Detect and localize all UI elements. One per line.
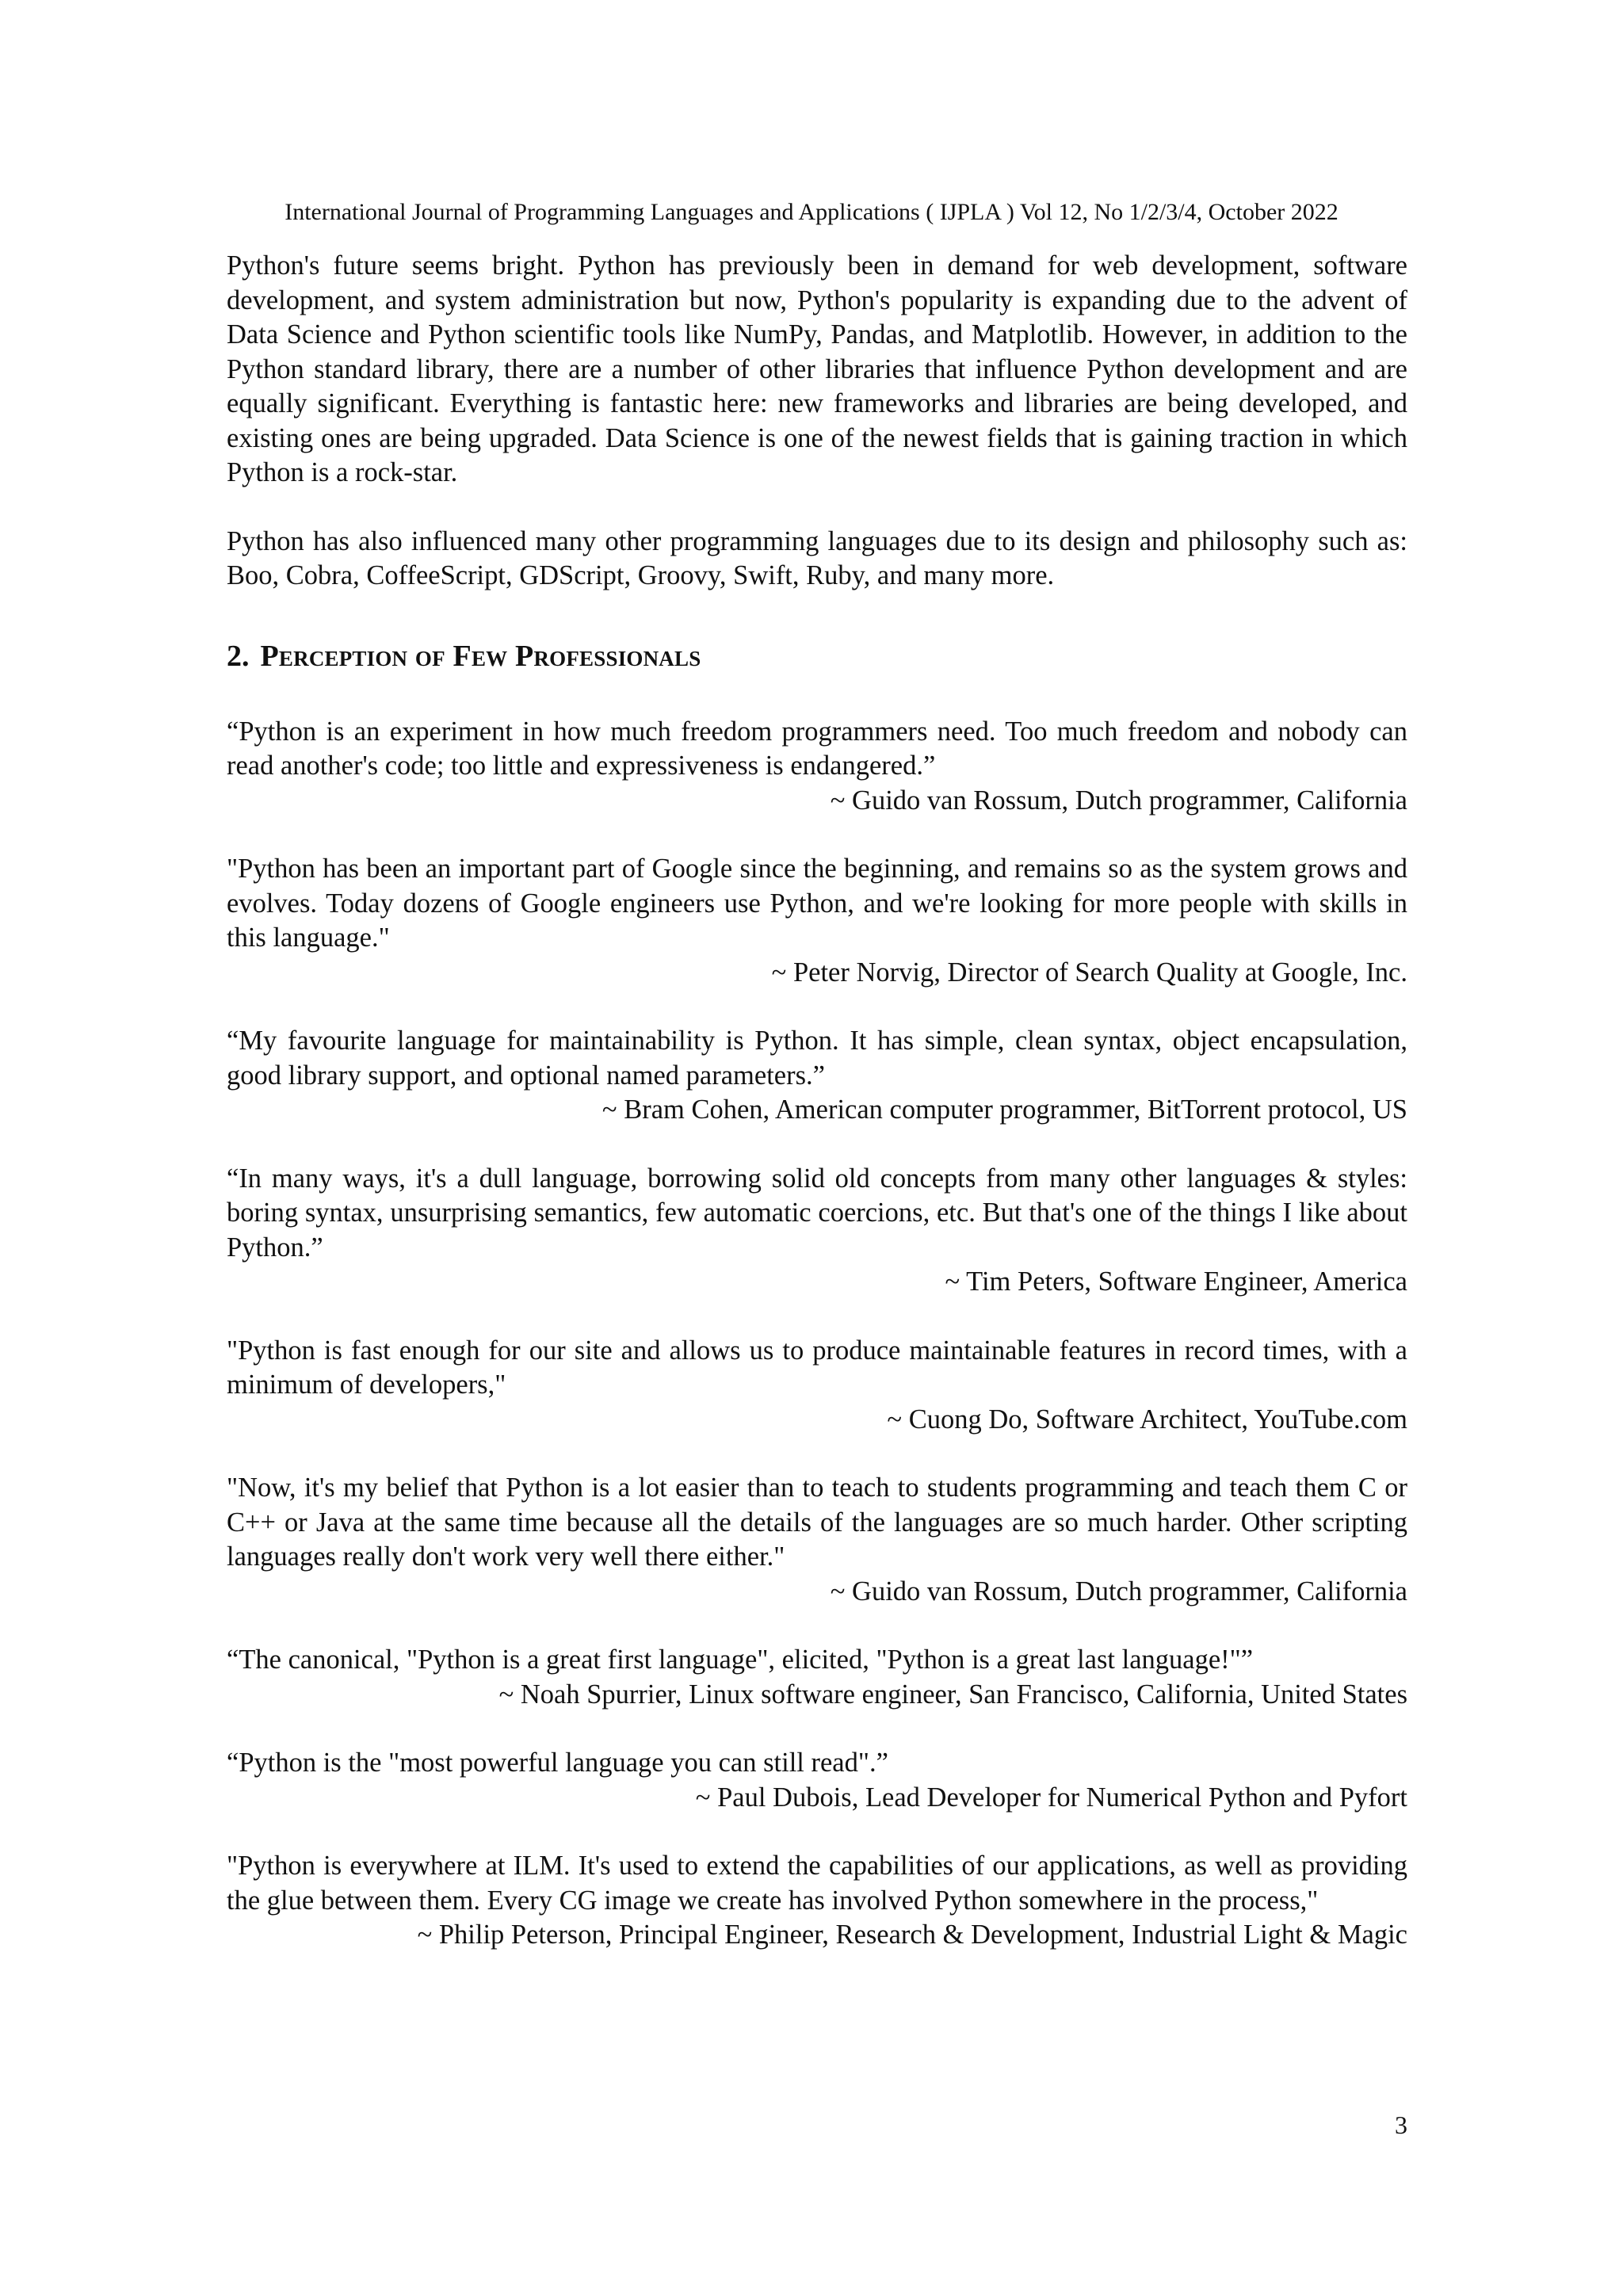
quote-attribution: ~ Noah Spurrier, Linux software engineer, San Francisco, California, United States [498,1679,1407,1710]
quote-block [227,715,1407,819]
quote-block [227,1746,1407,1815]
intro-paragraph: Python has also influenced many other programming languages due to its design and philosophy such as: Boo, Cobra, CoffeeScript, GDScript, Groovy, Swift, Ruby, and many more. [227,525,1407,590]
quote-block [227,852,1407,990]
quote-attribution: ~ Cuong Do, Software Architect, YouTube.com [887,1404,1407,1435]
page-body [227,249,1407,1987]
running-header: International Journal of Programming Languages and Applications ( IJPLA ) Vol 12, No 1/2/3/4, October 2022 [285,199,1338,225]
quote-block [227,1849,1407,1953]
quote-text: "Now, it's my belief that Python is a lot easier than to teach to students programming and teach them C or C++ or Java at the same time because all the details of the languages are so much harder. Other scripting languages really don't work very well there either." [227,1473,1407,1572]
quote-attribution: ~ Guido van Rossum, Dutch programmer, California [830,785,1407,816]
quote-attribution: ~ Philip Peterson, Principal Engineer, Research & Development, Industrial Light & Magic [417,1920,1407,1950]
quote-attribution: ~ Peter Norvig, Director of Search Quality at Google, Inc. [771,957,1407,988]
page-number: 3 [1395,2111,1407,2139]
quote-attribution: ~ Bram Cohen, American computer programmer, BitTorrent protocol, US [601,1095,1407,1125]
quote-text: "Python is everywhere at ILM. It's used to extend the capabilities of our applications, as well as providing the glue between them. Every CG image we create has involved Python somewhere in the process," [227,1851,1407,1916]
quote-text: “Python is the "most powerful language you can still read".” [227,1748,888,1778]
quote-text: “Python is an experiment in how much freedom programmers need. Too much freedom and nobody can read another's code; too little and expressiveness is endangered.” [227,716,1407,781]
intro-paragraph: Python's future seems bright. Python has previously been in demand for web development, software development, and system administration but now, Python's popularity is expanding due to the advent of Data Science and Python scientific tools like NumPy, Pandas, and Matplotlib. However, in addition to the Python standard library, there are a number of other libraries that influence Python development and are equally significant. Everything is fantastic here: new frameworks and libraries are being developed, and existing ones are being upgraded. Data Science is one of the newest fields that is gaining traction in which Python is a rock-star. [227,250,1407,487]
section-title: Perception of Few Professionals [260,639,701,673]
section-number: 2. [227,639,250,673]
quote-attribution: ~ Guido van Rossum, Dutch programmer, California [830,1576,1407,1606]
section-heading [227,637,1407,675]
quote-block [227,1334,1407,1438]
quote-attribution: ~ Tim Peters, Software Engineer, America [945,1266,1407,1297]
quote-text: “In many ways, it's a dull language, borrowing solid old concepts from many other languages & styles: boring syntax, unsurprising semantics, few automatic coercions, etc. But that's one of the things I like about Python.” [227,1163,1407,1263]
quote-block [227,1643,1407,1712]
quote-text: "Python has been an important part of Google since the beginning, and remains so as the system grows and evolves. Today dozens of Google engineers use Python, and we're looking for more people with skills in this language." [227,854,1407,953]
quote-attribution: ~ Paul Dubois, Lead Developer for Numerical Python and Pyfort [695,1782,1407,1813]
quote-text: “My favourite language for maintainability is Python. It has simple, clean syntax, object encapsulation, good library support, and optional named parameters.” [227,1026,1407,1091]
quote-text: “The canonical, "Python is a great first language", elicited, "Python is a great last language!"” [227,1645,1254,1675]
quote-block [227,1024,1407,1128]
quote-text: "Python is fast enough for our site and allows us to produce maintainable features in record times, with a minimum of developers," [227,1335,1407,1400]
quote-block [227,1162,1407,1300]
quote-block [227,1471,1407,1609]
